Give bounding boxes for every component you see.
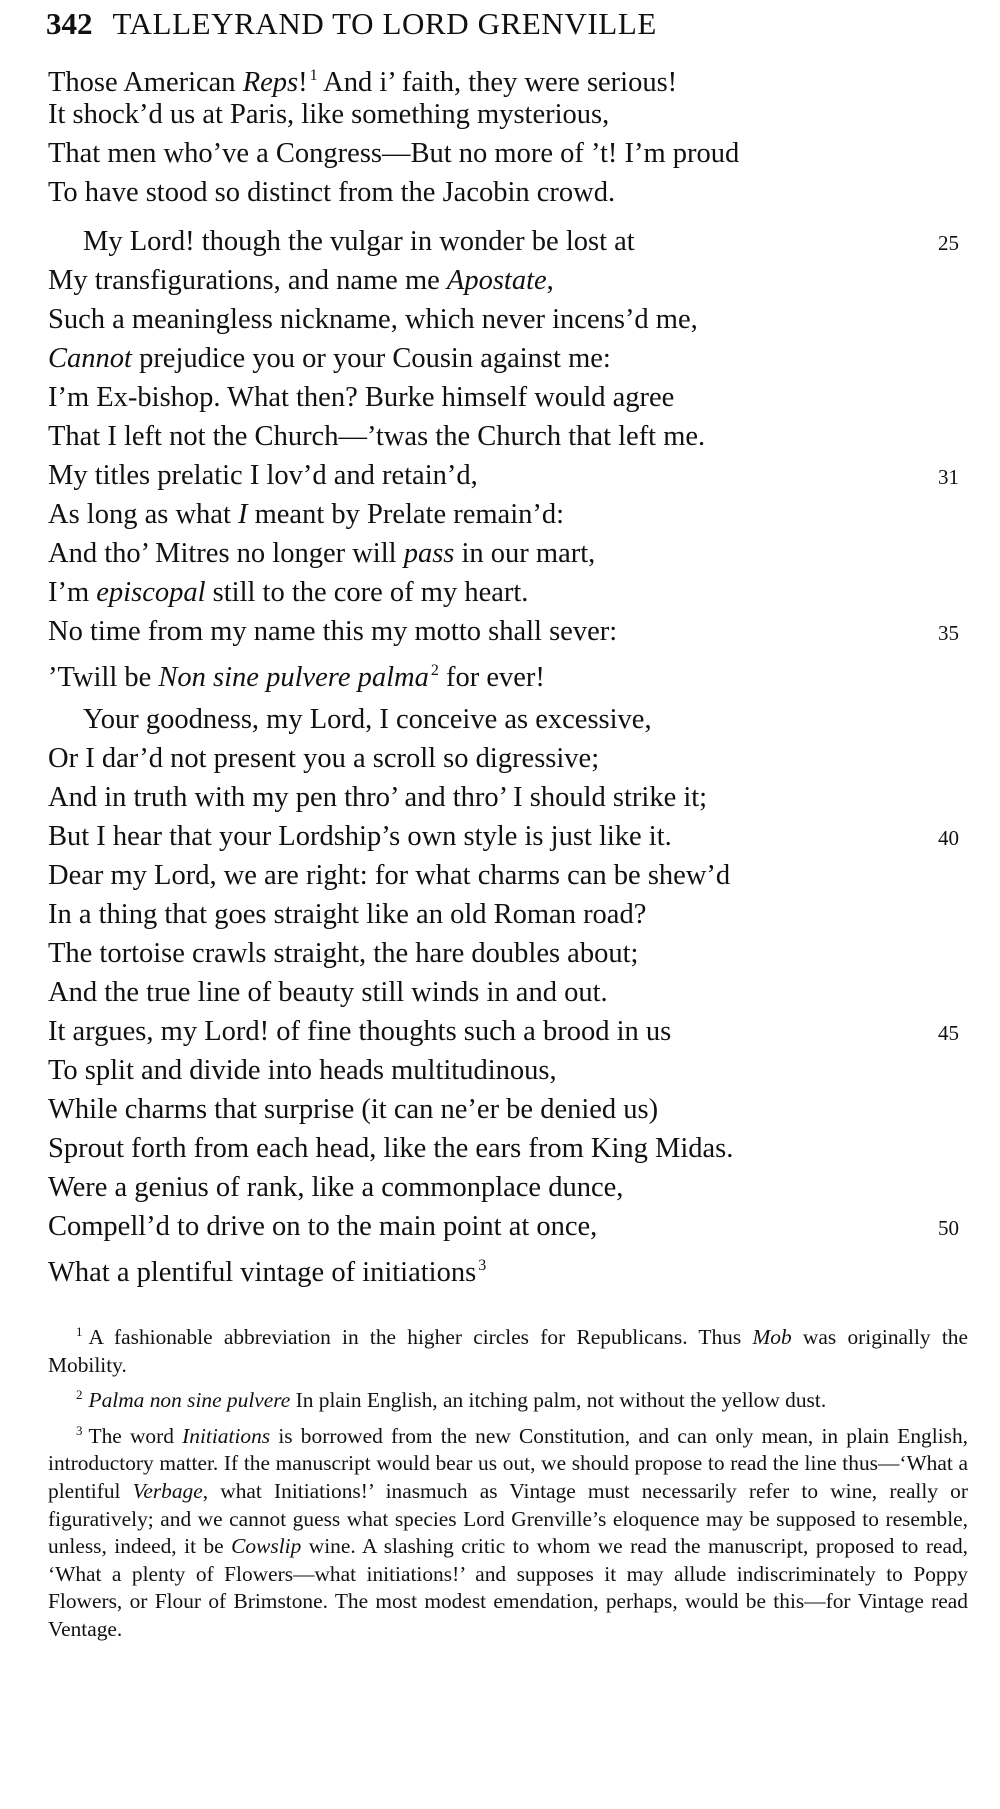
stanza <box>48 700 968 1288</box>
verse-line <box>48 612 968 651</box>
verse-text: That men who’ve a Congress—But no more of ’t! I’m proud <box>48 138 740 169</box>
verse-line <box>48 339 968 378</box>
verse-text: The tortoise crawls straight, the hare doubles about; <box>48 938 639 969</box>
italic-text: Cowslip <box>231 1534 302 1559</box>
verse-line <box>48 817 968 856</box>
verse-text: My transfigurations, and name me Apostate, <box>48 265 554 296</box>
stanza <box>48 222 968 693</box>
footnote-marker: 3 <box>76 1422 83 1438</box>
verse-text: That I left not the Church—’twas the Church that left me. <box>48 421 706 452</box>
verse-line <box>48 934 968 973</box>
verse-text: And in truth with my pen thro’ and thro’ I should strike it; <box>48 782 708 813</box>
italic-text: Mob <box>752 1325 792 1349</box>
verse-text: While charms that surprise (it can ne’er be denied us) <box>48 1094 659 1125</box>
verse-line <box>48 1051 968 1090</box>
verse-line <box>48 739 968 778</box>
verse-text: Dear my Lord, we are right: for what charms can be shew’d <box>48 860 731 891</box>
verse-line <box>48 778 968 817</box>
verse-text: Sprout forth from each head, like the ears from King Midas. <box>48 1133 734 1164</box>
line-number: 50 <box>938 1216 959 1240</box>
footnote: $^3$ The word Initiations is borrowed from the new Constitution, and can only mean, in plain English, introductory matter. If the manuscript would bear us out, we should propose to read the line thus—‘What a plentiful Verbage, what Initiations!’ inasmuch as Vintage must necessarily refer to wine, really or figuratively; and we cannot guess what species Lord Grenville’s eloquence may be supposed to resemble, unless, indeed, it be Cowslip wine. A slashing critic to whom we read the manuscript, proposed to read, ‘What a plenty of Flowers—what initiations!’ and supposes it may allude indiscriminately to Poppy Flowers, or Flour of Brimstone. The most modest emendation, perhaps, would be this—for Vintage read Ventage. <box>48 1422 969 1641</box>
verse-line <box>48 173 968 212</box>
footnote: $^2$ Palma non sine pulvere In plain English, an itching palm, not without the yellow dust. <box>76 1387 827 1413</box>
verse-text: Cannot prejudice you or your Cousin against me: <box>48 343 611 374</box>
verse-line <box>48 1207 968 1246</box>
verse-text: But I hear that your Lordship’s own style is just like it. <box>48 821 672 852</box>
italic-text: Cannot <box>48 343 132 374</box>
verse-line <box>48 134 968 173</box>
verse-text: Or I dar’d not present you a scroll so digressive; <box>48 743 600 774</box>
italic-text: Apostate <box>446 265 547 296</box>
verse-text: Your goodness, my Lord, I conceive as excessive, <box>83 704 652 735</box>
verse-line <box>48 1168 968 1207</box>
verse-text: ’Twill be Non sine pulvere palma $^2$ for ever! <box>48 662 545 693</box>
verse-text: And the true line of beauty still winds in and out. <box>48 977 608 1008</box>
verse-line <box>48 651 968 693</box>
line-number: 45 <box>938 1021 959 1045</box>
line-number: 35 <box>938 621 959 645</box>
verse-line <box>48 573 968 612</box>
italic-text: I <box>237 499 248 530</box>
page-number: 342 <box>46 6 93 41</box>
verse-line <box>48 1129 968 1168</box>
verse-text: My Lord! though the vulgar in wonder be lost at <box>83 226 635 257</box>
verse-text: Such a meaningless nickname, which never incens’d me, <box>48 304 698 335</box>
verse-line <box>48 700 968 739</box>
footnote-ref: 1 <box>309 67 318 84</box>
verse-line <box>48 495 968 534</box>
verse-line <box>48 261 968 300</box>
verse-line <box>48 973 968 1012</box>
footnote-ref: 2 <box>430 662 439 679</box>
line-number: 25 <box>938 231 959 255</box>
stanza <box>48 56 968 212</box>
verse-text: Were a genius of rank, like a commonplace dunce, <box>48 1172 624 1203</box>
verse-text: My titles prelatic I lov’d and retain’d, <box>48 460 478 491</box>
verse-text: Compell’d to drive on to the main point at once, <box>48 1211 598 1242</box>
running-title: TALLEYRAND TO LORD GRENVILLE <box>112 6 657 41</box>
verse-text: It argues, my Lord! of fine thoughts such a brood in us <box>48 1016 672 1047</box>
italic-text: Non sine pulvere palma <box>158 662 429 693</box>
line-number: 31 <box>938 465 959 489</box>
verse-text: What a plentiful vintage of initiations $^3$ <box>48 1257 487 1288</box>
line-number: 40 <box>938 826 959 850</box>
verse-text: As long as what I meant by Prelate remain’d: <box>48 499 565 530</box>
verse-line <box>48 95 968 134</box>
italic-text: Initiations <box>182 1423 271 1448</box>
verse-text: I’m Ex-bishop. What then? Burke himself would agree <box>48 382 675 413</box>
verse-line <box>48 895 968 934</box>
verse-line <box>48 417 968 456</box>
verse-text: I’m episcopal still to the core of my heart. <box>48 577 529 608</box>
verse-line <box>48 856 968 895</box>
footnotes <box>48 1318 968 1646</box>
verse-text: To split and divide into heads multitudinous, <box>48 1055 557 1086</box>
footnote-marker: 2 <box>76 1387 83 1403</box>
verse-line <box>48 456 968 495</box>
footnote-marker: 1 <box>76 1324 83 1339</box>
verse-line <box>48 1090 968 1129</box>
verse-text: To have stood so distinct from the Jacobin crowd. <box>48 177 616 208</box>
verse-line <box>48 378 968 417</box>
italic-text: Reps <box>242 67 299 98</box>
verse-line <box>48 1012 968 1051</box>
footnote-ref: 3 <box>478 1257 487 1274</box>
footnote: $^1$ A fashionable abbreviation in the higher circles for Republicans. Thus Mob was originally the Mobility. <box>48 1324 968 1377</box>
verse-line <box>48 56 968 98</box>
verse-line <box>48 300 968 339</box>
running-header <box>46 6 657 46</box>
verse-text: In a thing that goes straight like an old Roman road? <box>48 899 647 930</box>
italic-text: Verbage <box>132 1478 203 1503</box>
verse-line <box>48 222 968 261</box>
verse-text: Those American Reps! $^1$ And i’ faith, they were serious! <box>48 67 678 98</box>
italic-text: Palma non sine pulvere <box>88 1388 291 1413</box>
italic-text: pass <box>403 538 455 569</box>
verse-text: And tho’ Mitres no longer will pass in our mart, <box>48 538 596 569</box>
verse-line <box>48 534 968 573</box>
poem-body <box>48 56 968 1295</box>
verse-line <box>48 1246 968 1288</box>
verse-text: No time from my name this my motto shall sever: <box>48 616 618 647</box>
italic-text: episcopal <box>96 577 206 608</box>
verse-text: It shock’d us at Paris, like something mysterious, <box>48 99 610 130</box>
